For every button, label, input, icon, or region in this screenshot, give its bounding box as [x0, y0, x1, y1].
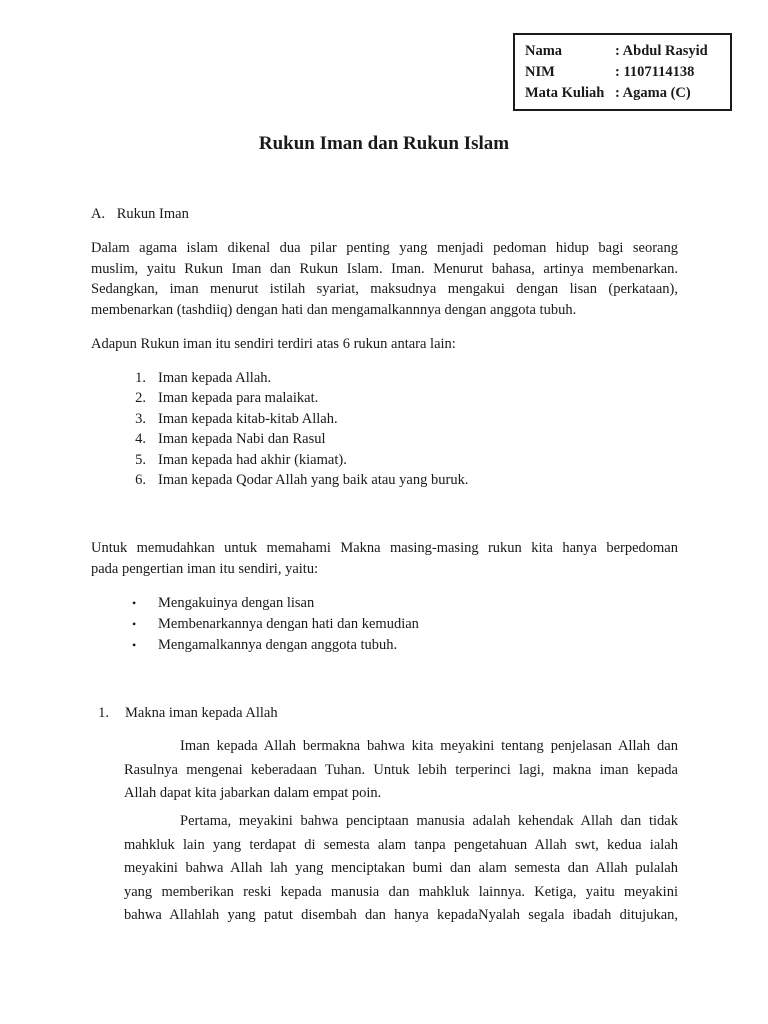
list-number: 3.: [135, 411, 146, 427]
subsection-heading-text: Makna iman kepada Allah: [125, 705, 278, 721]
subsection-heading: [91, 703, 278, 723]
list-text: Iman kepada had akhir (kiamat).: [158, 452, 347, 468]
section-heading-text: Rukun Iman: [116, 206, 189, 222]
list-number: 5.: [135, 452, 146, 468]
makna-paragraph-1: [124, 735, 678, 806]
list-item: [128, 450, 347, 470]
info-label: Mata Kuliah: [525, 85, 605, 101]
paragraph-line: muslim, yaitu Rukun Iman dan Rukun Islam. Iman. Menurut bahasa, artinya membenarkan.: [91, 260, 678, 277]
paragraph-line: Dalam agama islam dikenal dua pilar penting yang menjadi pedoman hidup bagi seorang: [91, 240, 678, 256]
subsection-number: 1.: [98, 705, 109, 721]
paragraph-line: Pertama, meyakini bahwa penciptaan manusia adalah kehendak Allah dan tidak: [180, 813, 678, 829]
bullet-marker: •: [132, 596, 137, 610]
paragraph-line: meyakini bahwa Allah lah yang menciptakan bumi dan alam semesta dan Allah pulalah: [124, 860, 678, 876]
paragraph-line: yang memberikan reski kepada manusia dan mahkluk lainnya. Ketiga, yaitu meyakini: [124, 883, 678, 900]
list-text: Iman kepada para malaikat.: [158, 390, 319, 406]
info-value: : 1107114138: [615, 64, 695, 80]
info-row-name: [525, 41, 720, 62]
bullet-text: Membenarkannya dengan hati dan kemudian: [158, 616, 419, 632]
bullet-text: Mengakuinya dengan lisan: [158, 595, 315, 611]
student-info-box: [513, 33, 732, 111]
paragraph-line: membenarkan (tashdiiq) dengan hati dan mengamalkannnya dengan anggota tubuh.: [91, 301, 577, 318]
paragraph-line: Sedangkan, iman menurut istilah syariat, maksudnya mengakui dengan lisan (perkataan),: [91, 281, 678, 297]
bullet-item: [128, 635, 397, 655]
list-item: [128, 368, 271, 388]
paragraph-line: pada pengertian iman itu sendiri, yaitu:: [91, 560, 319, 577]
paragraph-line: Rasulnya mengenai keberadaan Tuhan. Untuk lebih terperinci lagi, makna iman kepada: [124, 761, 678, 778]
bullet-marker: •: [132, 638, 137, 652]
list-text: Iman kepada Allah.: [158, 370, 272, 386]
info-value: : Agama (C): [615, 85, 691, 101]
list-number: 1.: [135, 370, 146, 386]
paragraph-line: Allah dapat kita jabarkan dalam empat poin.: [124, 785, 382, 801]
list-text: Iman kepada Qodar Allah yang baik atau yang buruk.: [158, 472, 469, 488]
paragraph-line: mahkluk lain yang terdapat di semesta alam tanpa pengetahuan Allah swt, kedua ialah: [124, 836, 678, 853]
info-value: : Abdul Rasyid: [615, 43, 708, 59]
list-item: [128, 388, 318, 408]
list-item: [128, 429, 326, 449]
bullet-item: [128, 593, 314, 613]
list-number: 2.: [135, 390, 146, 406]
list-intro: Adapun Rukun iman itu sendiri terdiri atas 6 rukun antara lain:: [91, 336, 456, 352]
makna-paragraph-2: [124, 810, 678, 928]
makna-intro-paragraph: [91, 538, 678, 579]
section-marker: A.: [91, 206, 106, 222]
list-number: 4.: [135, 431, 146, 447]
paragraph-line: Untuk memudahkan untuk memahami Makna masing-masing rukun kita hanya berpedoman: [91, 540, 678, 556]
list-text: Iman kepada Nabi dan Rasul: [158, 431, 326, 447]
list-text: Iman kepada kitab-kitab Allah.: [158, 411, 338, 427]
list-number: 6.: [135, 472, 146, 488]
intro-paragraph: [91, 238, 678, 320]
bullet-text: Mengamalkannya dengan anggota tubuh.: [158, 637, 398, 653]
paragraph-line: bahwa Allahlah yang patut disembah dan hanya kepadaNyalah segala ibadah ditujukan,: [124, 907, 678, 923]
list-item: [128, 409, 338, 429]
document-title: Rukun Iman dan Rukun Islam: [258, 133, 510, 154]
info-label: Nama: [525, 43, 563, 59]
info-row-nim: [525, 62, 720, 83]
section-a-heading: [91, 206, 189, 223]
info-row-course: [525, 83, 720, 104]
info-label: NIM: [525, 64, 555, 80]
list-item: [128, 470, 468, 490]
bullet-item: [128, 614, 419, 634]
bullet-marker: •: [132, 617, 137, 631]
paragraph-line: Iman kepada Allah bermakna bahwa kita meyakini tentang penjelasan Allah dan: [180, 738, 678, 754]
